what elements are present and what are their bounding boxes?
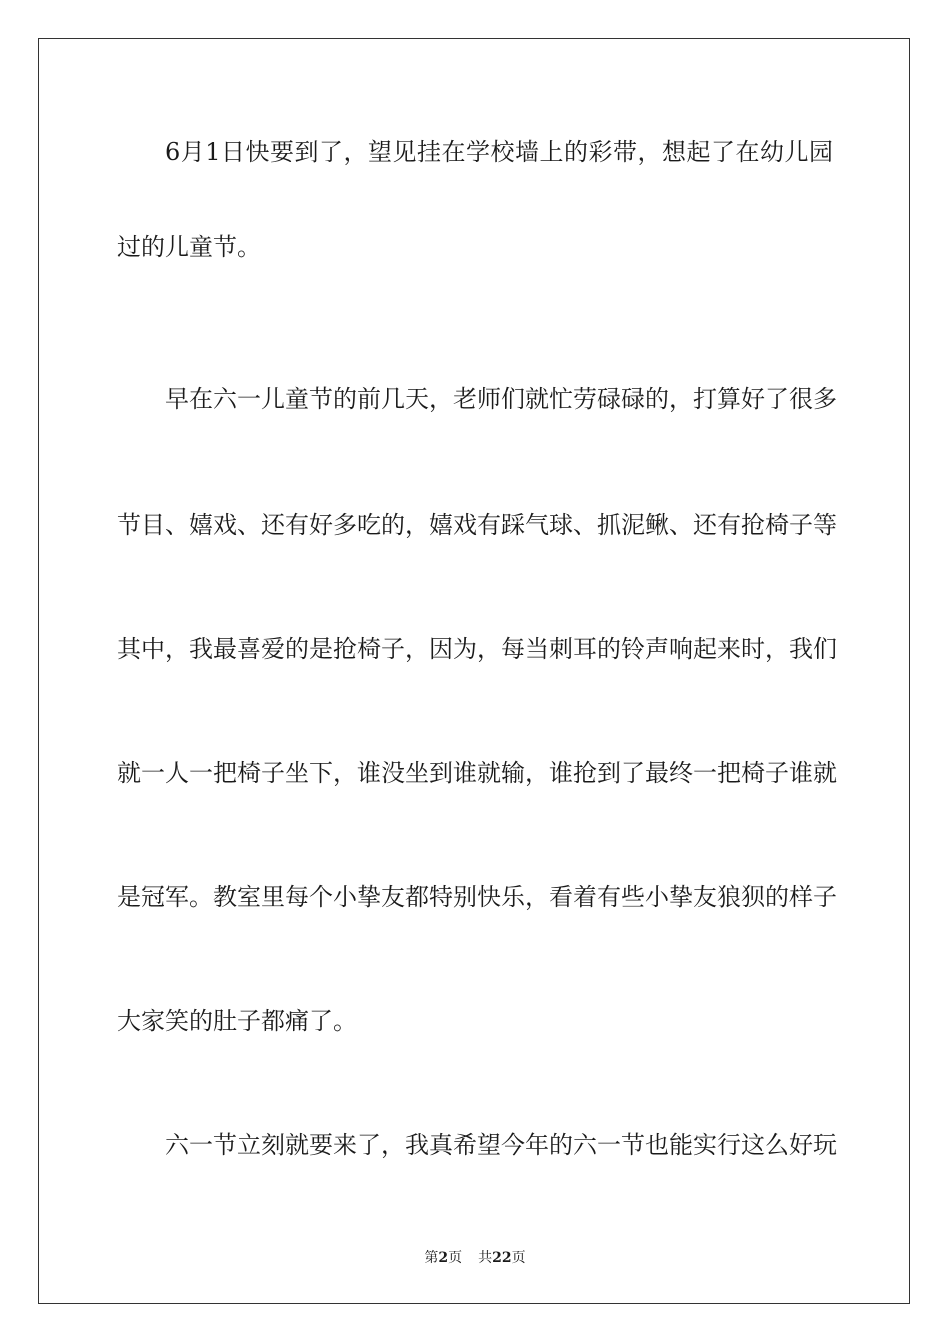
text-line-8: 大家笑的肚子都痛了。 (117, 1007, 357, 1035)
text-line-7: 是冠军。教室里每个小挚友都特别快乐，看着有些小挚友狼狈的样子 (117, 883, 837, 911)
page-number: 2 (438, 1250, 449, 1266)
total-prefix: 共 (478, 1250, 493, 1266)
page-border (38, 38, 910, 1304)
total-suffix: 页 (511, 1250, 526, 1266)
page-prefix: 第 (424, 1250, 439, 1266)
text-line-6: 就一人一把椅子坐下，谁没坐到谁就输，谁抢到了最终一把椅子谁就 (117, 759, 837, 787)
page-footer (0, 1247, 950, 1267)
text-line-1: 6月1日快要到了，望见挂在学校墙上的彩带，想起了在幼儿园 (165, 138, 833, 166)
total-pages: 22 (492, 1250, 512, 1266)
text-line-3: 早在六一儿童节的前几天，老师们就忙劳碌碌的，打算好了很多 (165, 385, 837, 413)
text-line-5: 其中，我最喜爱的是抢椅子，因为，每当刺耳的铃声响起来时，我们 (117, 635, 837, 663)
text-line-2: 过的儿童节。 (117, 233, 261, 261)
page-suffix: 页 (448, 1250, 463, 1266)
text-line-9: 六一节立刻就要来了，我真希望今年的六一节也能实行这么好玩 (165, 1131, 837, 1159)
text-line-4: 节目、嬉戏、还有好多吃的，嬉戏有踩气球、抓泥鳅、还有抢椅子等 (117, 511, 837, 539)
